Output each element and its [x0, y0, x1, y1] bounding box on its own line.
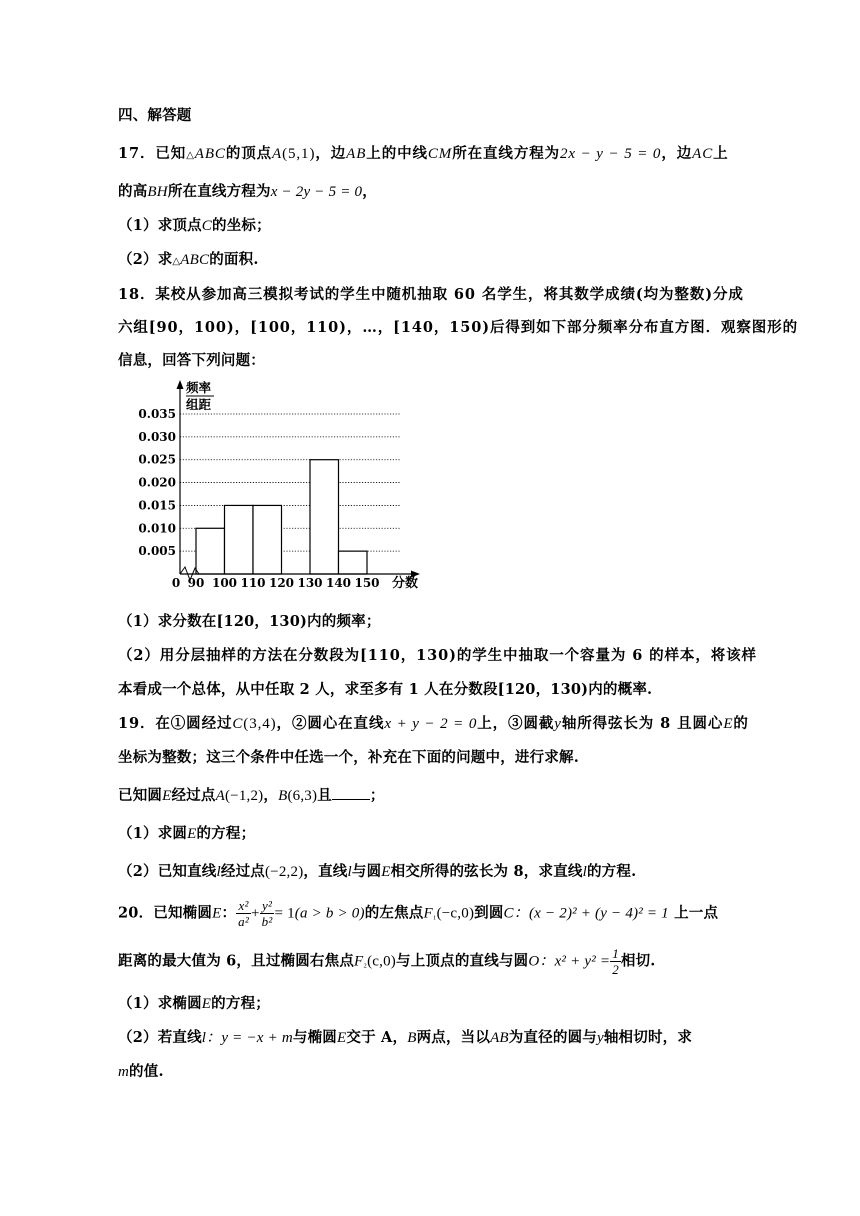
- histogram-bar: [225, 505, 254, 574]
- y-tick-label: 0.025: [138, 452, 176, 467]
- q17-line-2: 的高BH所在直线方程为x − 2y − 5 = 0，: [118, 183, 377, 200]
- q19-line-3: 已知圆E经过点A(−1,2)，B(6,3)且 ；: [118, 787, 385, 804]
- q18-part-2-line-1: （2）用分层抽样的方法在分数段为[110，130)的学生中抽取一个容量为 6 的样本，将该样: [118, 647, 757, 664]
- histogram-bar: [310, 460, 339, 574]
- x-tick-label: 150: [354, 576, 380, 590]
- y-axis-arrow: [177, 380, 184, 389]
- q20-part-1: （1）求椭圆E的方程；: [118, 995, 270, 1012]
- x-tick-label: 90: [187, 576, 205, 590]
- q20-part-2-line-1: （2）若直线l：y = −x + m与椭圆E交于 A，B两点，当以AB为直径的圆与y轴相切时，求: [118, 1029, 693, 1046]
- y-tick-label: 0.010: [138, 521, 176, 536]
- q17-part-2: （2）求△ABC的面积.: [118, 251, 259, 268]
- y-axis-label-top: 频率: [186, 380, 212, 395]
- chart-x-ticks: [188, 576, 380, 590]
- q19-part-1: （1）求圆E的方程；: [118, 825, 256, 842]
- y-tick-label: 0.005: [138, 544, 176, 559]
- y-tick-label: 0.020: [138, 475, 176, 490]
- q17-part-1: （1）求顶点C的坐标；: [118, 217, 271, 234]
- q20-line-1: 20．已知椭圆E： $\frac{\text{x²}}{\text{a²}}$ + $\frac{\text{y²}}{\text{b²}}$ = 1(a > b > 0)的左焦点F₁(−c,0)到圆C：(x − 2)² + (y − 4)² = 1 上一点: [118, 898, 719, 929]
- q18-part-2-line-2: 本看成一个总体，从中任取 2 人，求至多有 1 人在分数段[120，130)内的概率.: [118, 681, 653, 698]
- x-tick-label: 120: [268, 576, 295, 590]
- q19-part-2: （2）已知直线l经过点(−2,2)，直线l与圆E相交所得的弦长为 8，求直线l的方程.: [118, 863, 637, 880]
- q20-line-2: 距离的最大值为 6，且过椭圆右焦点F₂(c,0)与上顶点的直线与圆O：x² + y² = $\frac{1}{2}$ 相切.: [118, 946, 656, 977]
- x-axis-label: 分数: [392, 576, 419, 591]
- y-axis-label-bottom: 组距: [186, 397, 212, 412]
- y-tick-label: 0.030: [138, 429, 176, 444]
- x-tick-label: 140: [325, 576, 352, 590]
- q17-line-1: 17．已知△ABC的顶点A(5,1)，边AB上的中线CM所在直线方程为2x − y − 5 = 0，边AC上: [118, 145, 729, 162]
- y2-over-b2: $\frac{\text{y²}}{\text{b²}}$: [261, 898, 273, 929]
- q18-line-3: 信息，回答下列问题：: [118, 352, 265, 369]
- histogram-bar: [253, 505, 282, 574]
- q18-line-1: 18．某校从参加高三模拟考试的学生中随机抽取 60 名学生，将其数学成绩(均为整数)分成: [118, 286, 744, 303]
- histogram-bar: [339, 551, 368, 574]
- y-tick-label: 0.015: [138, 498, 176, 513]
- fill-in-blank[interactable]: [332, 787, 370, 800]
- frequency-histogram: [130, 378, 430, 592]
- chart-bars: [196, 460, 367, 574]
- x-tick-label: 100: [211, 576, 238, 590]
- histogram-bar: [196, 528, 225, 574]
- q20-part-2-line-2: m的值.: [118, 1063, 164, 1080]
- q19-line-1: 19．在①圆经过C(3,4)，②圆心在直线x + y − 2 = 0上，③圆截y轴所得弦长为 8 且圆心E的: [118, 715, 749, 732]
- origin-label: 0: [171, 576, 181, 590]
- y-tick-label: 0.035: [138, 407, 176, 421]
- q19-line-2: 坐标为整数；这三个条件中任选一个，补充在下面的问题中，进行求解.: [118, 749, 579, 766]
- section-title: 四、解答题: [118, 107, 192, 124]
- chart-y-ticks: [138, 407, 176, 558]
- x-tick-label: 110: [240, 576, 266, 590]
- x2-over-a2: $\frac{\text{x²}}{\text{a²}}$: [238, 898, 249, 929]
- x-tick-label: 130: [297, 576, 323, 590]
- q18-line-2: 六组[90，100)，[100，110)，…，[140，150)后得到如下部分频率分布直方图．观察图形的: [118, 319, 798, 336]
- q18-part-1: （1）求分数在[120，130)内的频率；: [118, 613, 381, 630]
- one-half: $\frac{1}{2}$: [612, 946, 619, 977]
